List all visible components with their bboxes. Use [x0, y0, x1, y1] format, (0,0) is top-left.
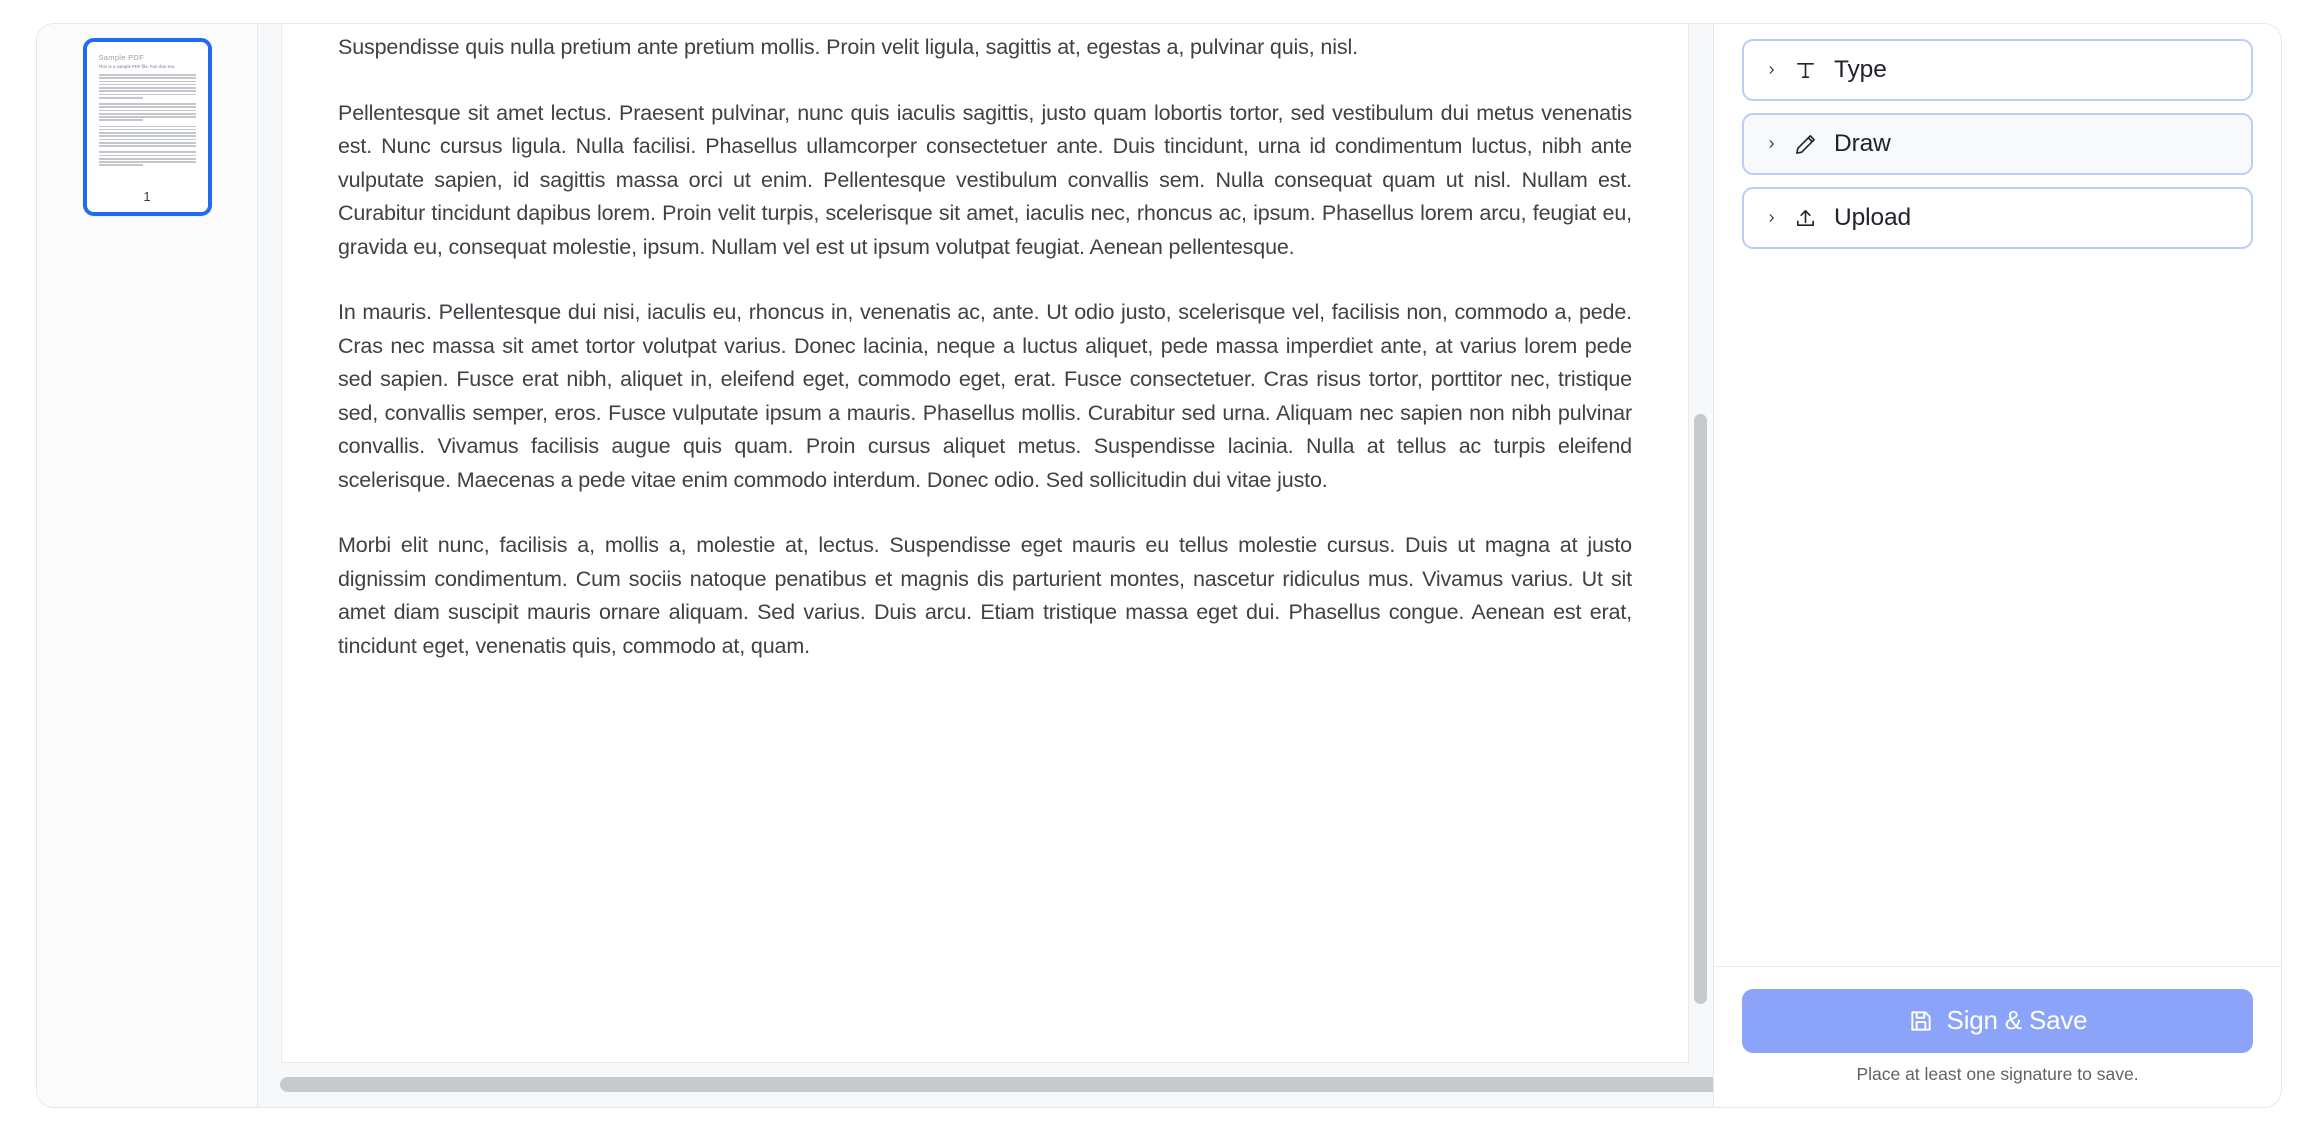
- thumbnail-text-line: [99, 90, 196, 92]
- thumbnail-preview-title: Sample PDF: [98, 53, 145, 62]
- tool-accordion-type[interactable]: [1742, 39, 2253, 101]
- thumbnail-text-line: [99, 139, 196, 141]
- tool-label-type: Type: [1834, 55, 1887, 83]
- thumbnail-text-line: [99, 116, 196, 118]
- viewer-horizontal-scrollbar-thumb[interactable]: [280, 1077, 1713, 1092]
- pencil-icon: [1794, 133, 1817, 156]
- chevron-right-icon: [1766, 61, 1777, 79]
- thumbnail-text-line: [99, 119, 144, 121]
- thumbnail-text-line: [99, 142, 196, 144]
- thumbnail-text-line: [99, 155, 196, 157]
- thumbnail-page-number: 1: [87, 182, 208, 212]
- thumbnail-preview-paragraph: [99, 151, 196, 166]
- thumbnail-text-line: [99, 129, 196, 131]
- viewer-vertical-scrollbar[interactable]: [1694, 24, 1707, 1063]
- thumbnail-preview-subtitle: This is a sample PDF file. Fun don too.: [98, 64, 176, 69]
- tool-label-draw: Draw: [1834, 129, 1891, 157]
- thumbnail-preview-paragraph: [99, 103, 196, 121]
- pdf-paragraph: In mauris. Pellentesque dui nisi, iaculis eu, rhoncus in, venenatis ac, ante. Ut odio justo, scelerisque vel, facilisis non, commodo a, pede. Cras nec massa sit amet tortor volutpat varius. Donec lacinia, neque a luctus aliquet, pede massa imperdiet ante, at varius lorem pede sed sapien. Fusce erat nibh, aliquet in, eleifend eget, commodo eget, erat. Fusce consectetuer. Cras risus tortor, porttitor nec, tristique sed, convallis semper, eros. Fusce vulputate ipsum a mauris. Phasellus mollis. Curabitur sed urna. Aliquam nec sapien non nibh pulvinar convallis. Vivamus facilisis augue quis quam. Proin cursus aliquet metus. Suspendisse lacinia. Nulla at tellus ac turpis eleifend scelerisque. Maecenas a pede vitae enim commodo interdum. Donec odio. Sed sollicitudin dui vitae justo.: [338, 300, 1632, 492]
- thumbnail-text-line: [99, 126, 196, 128]
- thumbnail-text-line: [99, 97, 144, 99]
- thumbnail-text-line: [99, 103, 196, 105]
- thumbnail-preview: [87, 42, 208, 182]
- signature-tools-list: [1714, 24, 2281, 966]
- thumbnail-text-line: [99, 74, 196, 76]
- thumbnail-page-1[interactable]: [83, 38, 212, 216]
- thumbnail-text-line: [99, 151, 196, 153]
- signature-tools-panel: [1713, 24, 2281, 1107]
- chevron-right-icon: [1766, 135, 1777, 153]
- pdf-paragraph: Pellentesque sit amet lectus. Praesent pulvinar, nunc quis iaculis sagittis, justo quam lobortis tortor, sed vestibulum dui metus venenatis est. Nunc cursus ligula. Nulla facilisi. Phasellus ullamcorper consectetuer ante. Duis tincidunt, urna id condimentum luctus, nibh ante vulputate sapien, id sagittis massa orci ut enim. Pellentesque vestibulum convallis sem. Nulla consequat quam ut nisl. Nullam est. Curabitur tincidunt dapibus lorem. Proin velit turpis, scelerisque sit amet, iaculis nec, rhoncus ac, ipsum. Phasellus lorem arcu, feugiat eu, gravida eu, consequat molestie, ipsum. Nullam vel est ut ipsum volutpat feugiat. Aenean pellentesque.: [338, 100, 1632, 259]
- thumbnail-text-line: [99, 161, 196, 163]
- chevron-right-icon: [1766, 209, 1777, 227]
- pdf-paragraph: Morbi elit nunc, facilisis a, mollis a, molestie at, lectus. Suspendisse eget mauris eu tellus molestie cursus. Duis ut magna at justo dignissim condimentum. Cum sociis natoque penatibus et magnis dis parturient montes, nascetur ridiculus mus. Vivamus varius. Ut sit amet diam suscipit mauris ornare aliquam. Sed varius. Duis arcu. Etiam tristique massa eget dui. Phasellus congue. Aenean est erat, tincidunt eget, venenatis quis, commodo at, quam.: [338, 533, 1632, 658]
- thumbnail-text-line: [99, 84, 196, 86]
- thumbnail-text-line: [99, 135, 196, 137]
- thumbnail-text-line: [99, 132, 196, 134]
- thumbnail-text-line: [99, 106, 196, 108]
- thumbnail-list: [37, 38, 257, 216]
- pdf-page-1[interactable]: [281, 24, 1689, 1063]
- thumbnail-text-line: [99, 77, 196, 79]
- document-scroll-area[interactable]: [258, 24, 1713, 1063]
- signature-tools-footer: [1714, 966, 2281, 1108]
- upload-icon: [1794, 207, 1817, 230]
- document-viewer: [258, 24, 1713, 1107]
- sign-and-save-label: Sign & Save: [1946, 1005, 2088, 1035]
- thumbnail-text-line: [99, 113, 196, 115]
- floppy-disk-icon: [1908, 1008, 1934, 1034]
- tool-accordion-draw[interactable]: [1742, 113, 2253, 175]
- page-thumbnails-panel: [37, 24, 258, 1107]
- pdf-paragraph: Suspendisse quis nulla pretium ante pretium mollis. Proin velit ligula, sagittis at, egestas a, pulvinar quis, nisl.: [338, 35, 1358, 59]
- thumbnail-text-line: [99, 164, 144, 166]
- thumbnail-text-line: [99, 158, 196, 160]
- thumbnail-text-line: [99, 110, 196, 112]
- thumbnail-text-line: [99, 94, 196, 96]
- tool-label-upload: Upload: [1834, 203, 1912, 231]
- sign-and-save-button[interactable]: [1742, 989, 2253, 1053]
- viewer-horizontal-scrollbar[interactable]: [258, 1063, 1713, 1107]
- thumbnail-preview-paragraph: [99, 126, 196, 147]
- viewer-vertical-scrollbar-thumb[interactable]: [1694, 414, 1707, 1004]
- text-type-icon: [1794, 59, 1817, 82]
- signature-app-shell: [36, 23, 2282, 1108]
- thumbnail-text-line: [99, 145, 196, 147]
- tool-accordion-upload[interactable]: [1742, 187, 2253, 249]
- save-hint-text: Place at least one signature to save.: [1856, 1063, 2139, 1084]
- thumbnail-preview-paragraph: [99, 74, 196, 99]
- thumbnail-text-line: [99, 87, 196, 89]
- thumbnail-text-line: [99, 81, 196, 83]
